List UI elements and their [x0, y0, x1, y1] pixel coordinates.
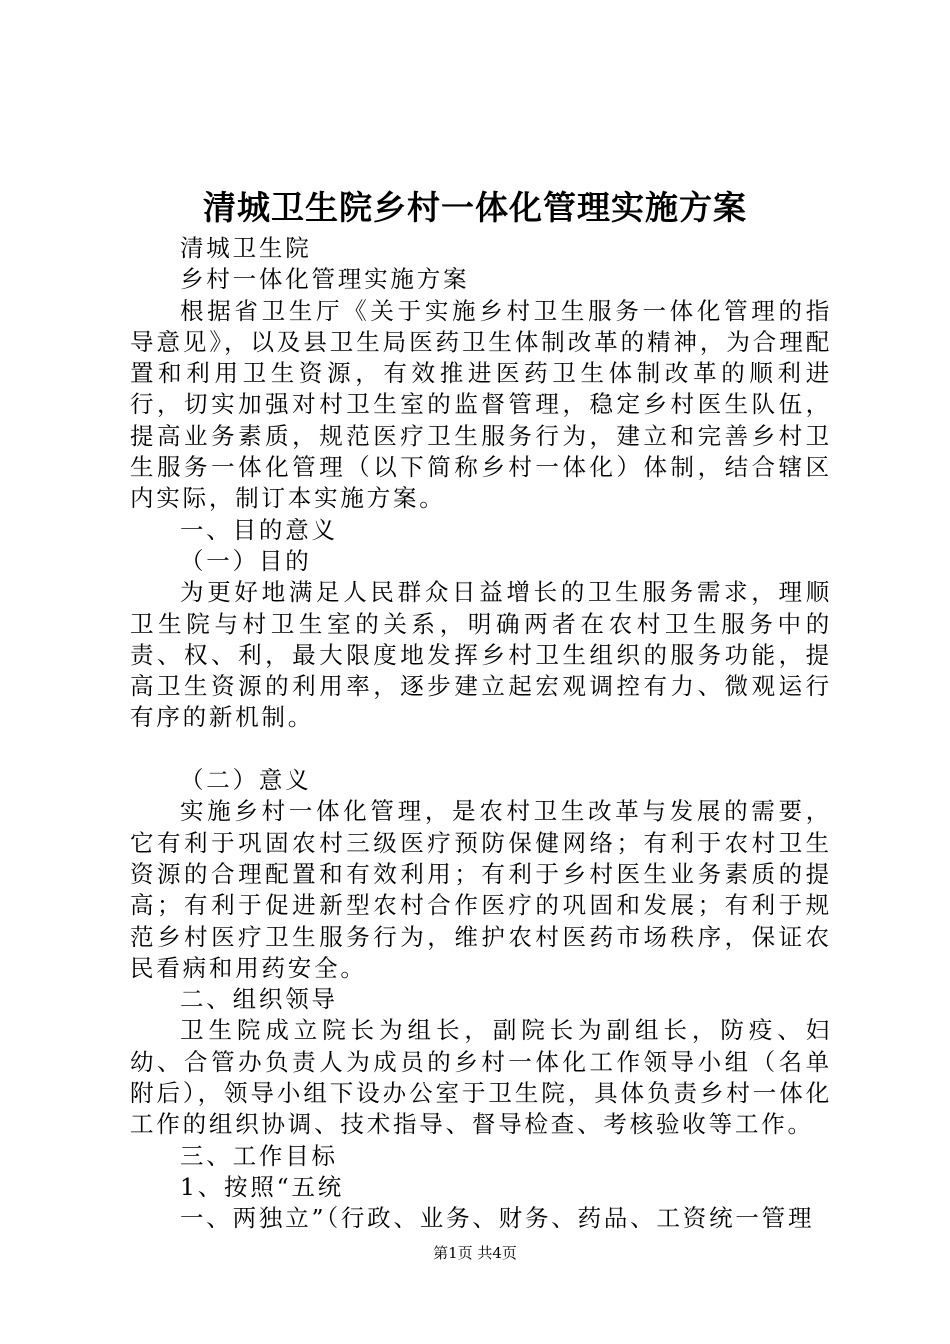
- paragraph-subtitle: 乡村一体化管理实施方案: [180, 265, 470, 294]
- blank-line: [130, 734, 832, 765]
- paragraph-goal-1: 1、按照“五统: [180, 1172, 345, 1201]
- paragraph-significance: 实施乡村一体化管理，是农村卫生改革与发展的需要，它有利于巩固农村三级医疗预防保健网络；有利于农村卫生资源的合理配置和有效利用；有利于乡村医生业务素质的提高；有利于促进新型农村合作医疗的巩固和发展；有利于规范乡村医疗卫生服务行为，维护农村医药市场秩序，保证农民看病和用药安全。: [130, 797, 832, 982]
- document-title: 清城卫生院乡村一体化管理实施方案: [203, 188, 747, 227]
- paragraph-goal-1-cont: 一、两独立”（行政、业务、财务、药品、工资统一管理: [180, 1204, 815, 1233]
- paragraph-org-name: 清城卫生院: [180, 234, 312, 262]
- document-body: [130, 233, 832, 1235]
- heading-section-3: 三、工作目标: [180, 1141, 338, 1170]
- heading-subsection-1-1: （一）目的: [180, 546, 312, 575]
- paragraph-organization: 卫生院成立院长为组长，副院长为副组长，防疫、妇幼、合管办负责人为成员的乡村一体化工作领导小组（名单附后），领导小组下设办公室于卫生院，具体负责乡村一体化工作的组织协调、技术指导、督导检查、考核验收等工作。: [130, 1016, 832, 1139]
- heading-section-1: 一、目的意义: [180, 515, 338, 544]
- page-number: 第1页 共4页: [433, 1244, 517, 1262]
- heading-subsection-1-2: （二）意义: [180, 766, 312, 795]
- heading-section-2: 二、组织领导: [180, 985, 338, 1014]
- paragraph-intro: 根据省卫生厅《关于实施乡村卫生服务一体化管理的指导意见》，以及县卫生局医药卫生体制改革的精神，为合理配置和利用卫生资源，有效推进医药卫生体制改革的顺利进行，切实加强对村卫生室的监督管理，稳定乡村医生队伍，提高业务素质，规范医疗卫生服务行为，建立和完善乡村卫生服务一体化管理（以下简称乡村一体化）体制，结合辖区内实际，制订本实施方案。: [130, 296, 832, 513]
- paragraph-purpose: 为更好地满足人民群众日益增长的卫生服务需求，理顺卫生院与村卫生室的关系，明确两者在农村卫生服务中的责、权、利，最大限度地发挥乡村卫生组织的服务功能，提高卫生资源的利用率，逐步建立起宏观调控有力、微观运行有序的新机制。: [130, 578, 832, 732]
